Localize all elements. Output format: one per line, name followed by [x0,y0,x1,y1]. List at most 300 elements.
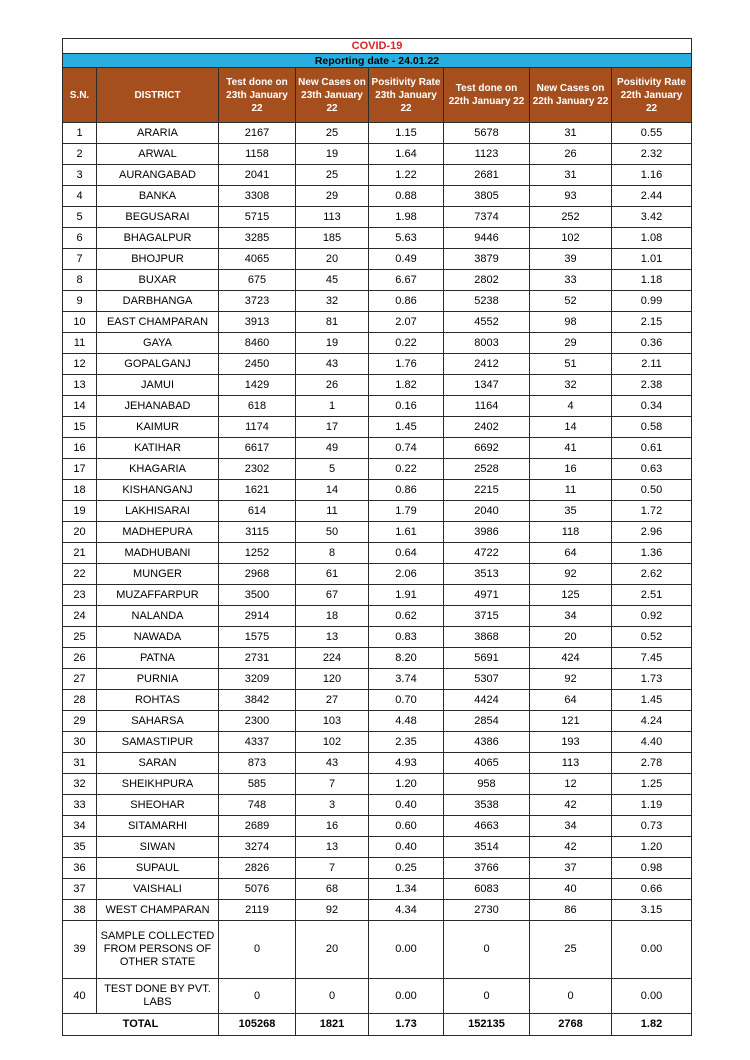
cases-23-cell: 17 [296,417,369,438]
tests-22-cell: 3513 [444,564,530,585]
positivity-23-cell: 4.48 [369,711,444,732]
cases-22-cell: 92 [530,564,612,585]
positivity-23-cell: 0.86 [369,480,444,501]
table-row [63,774,692,795]
positivity-22-cell: 1.72 [612,501,692,522]
cases-22-cell: 37 [530,858,612,879]
cases-23-cell: 50 [296,522,369,543]
positivity-23-cell: 0.64 [369,543,444,564]
cases-23-cell: 11 [296,501,369,522]
positivity-23-cell: 1.15 [369,123,444,144]
sn-cell: 36 [63,858,97,879]
district-cell: PATNA [97,648,219,669]
tests-22-cell: 7374 [444,207,530,228]
positivity-23-cell: 0.86 [369,291,444,312]
tests-22-cell: 4722 [444,543,530,564]
tests-22-cell: 4663 [444,816,530,837]
tests-22-cell: 2040 [444,501,530,522]
tests-22-cell: 2528 [444,459,530,480]
cases-22-cell: 35 [530,501,612,522]
positivity-23-cell: 1.82 [369,375,444,396]
district-cell: MUZAFFARPUR [97,585,219,606]
positivity-23-cell: 1.64 [369,144,444,165]
table-row [63,186,692,207]
district-cell: WEST CHAMPARAN [97,900,219,921]
district-cell: ROHTAS [97,690,219,711]
tests-23-cell: 2302 [219,459,296,480]
table-row [63,207,692,228]
header-sn: S.N. [63,68,97,123]
cases-23-cell: 18 [296,606,369,627]
district-cell: TEST DONE BY PVT. LABS [97,979,219,1014]
district-cell: KISHANGANJ [97,480,219,501]
cases-23-cell: 224 [296,648,369,669]
positivity-23-cell: 1.91 [369,585,444,606]
positivity-23-cell: 0.40 [369,795,444,816]
positivity-22-cell: 0.55 [612,123,692,144]
positivity-22-cell: 1.36 [612,543,692,564]
positivity-22-cell: 2.38 [612,375,692,396]
positivity-23-cell: 5.63 [369,228,444,249]
positivity-22-cell: 1.01 [612,249,692,270]
tests-23-cell: 1429 [219,375,296,396]
district-cell: GAYA [97,333,219,354]
total-cell: 1821 [296,1014,369,1036]
sn-cell: 23 [63,585,97,606]
cases-23-cell: 43 [296,354,369,375]
cases-23-cell: 49 [296,438,369,459]
tests-23-cell: 618 [219,396,296,417]
cases-22-cell: 26 [530,144,612,165]
sn-cell: 25 [63,627,97,648]
district-cell: DARBHANGA [97,291,219,312]
tests-22-cell: 0 [444,979,530,1014]
cases-22-cell: 121 [530,711,612,732]
cases-22-cell: 93 [530,186,612,207]
cases-23-cell: 16 [296,816,369,837]
positivity-22-cell: 0.00 [612,921,692,979]
district-cell: MADHUBANI [97,543,219,564]
total-cell: 2768 [530,1014,612,1036]
cases-23-cell: 67 [296,585,369,606]
sn-cell: 34 [63,816,97,837]
positivity-23-cell: 2.35 [369,732,444,753]
table-row [63,417,692,438]
header-tests-23: Test done on 23th January 22 [219,68,296,123]
header-positivity-22: Positivity Rate 22th January 22 [612,68,692,123]
tests-23-cell: 3274 [219,837,296,858]
positivity-23-cell: 0.00 [369,921,444,979]
tests-22-cell: 5238 [444,291,530,312]
total-cell: 105268 [219,1014,296,1036]
cases-22-cell: 34 [530,606,612,627]
district-cell: BHOJPUR [97,249,219,270]
cases-22-cell: 31 [530,165,612,186]
cases-23-cell: 5 [296,459,369,480]
tests-22-cell: 4386 [444,732,530,753]
district-cell: ARWAL [97,144,219,165]
sn-cell: 28 [63,690,97,711]
cases-23-cell: 102 [296,732,369,753]
tests-22-cell: 3766 [444,858,530,879]
tests-22-cell: 2681 [444,165,530,186]
tests-22-cell: 2402 [444,417,530,438]
sn-cell: 21 [63,543,97,564]
positivity-23-cell: 0.00 [369,979,444,1014]
sn-cell: 14 [63,396,97,417]
table-row [63,753,692,774]
positivity-22-cell: 1.19 [612,795,692,816]
cases-23-cell: 25 [296,165,369,186]
table-row [63,564,692,585]
tests-22-cell: 3879 [444,249,530,270]
sn-cell: 33 [63,795,97,816]
tests-23-cell: 0 [219,979,296,1014]
positivity-23-cell: 0.74 [369,438,444,459]
table-row [63,900,692,921]
district-cell: BEGUSARAI [97,207,219,228]
table-row [63,480,692,501]
cases-23-cell: 45 [296,270,369,291]
table-row [63,627,692,648]
positivity-23-cell: 0.70 [369,690,444,711]
district-cell: KATIHAR [97,438,219,459]
cases-23-cell: 185 [296,228,369,249]
tests-22-cell: 3868 [444,627,530,648]
positivity-23-cell: 1.20 [369,774,444,795]
tests-22-cell: 3715 [444,606,530,627]
positivity-22-cell: 2.78 [612,753,692,774]
cases-22-cell: 252 [530,207,612,228]
positivity-22-cell: 1.45 [612,690,692,711]
positivity-23-cell: 1.76 [369,354,444,375]
cases-22-cell: 16 [530,459,612,480]
table-row [63,879,692,900]
positivity-23-cell: 4.93 [369,753,444,774]
sn-cell: 35 [63,837,97,858]
positivity-23-cell: 0.49 [369,249,444,270]
tests-23-cell: 2731 [219,648,296,669]
header-positivity-23: Positivity Rate 23th January 22 [369,68,444,123]
report-title: COVID-19 [63,39,692,54]
table-row [63,291,692,312]
table-row [63,669,692,690]
positivity-22-cell: 1.16 [612,165,692,186]
tests-23-cell: 3308 [219,186,296,207]
table-row [63,270,692,291]
positivity-22-cell: 0.61 [612,438,692,459]
positivity-23-cell: 0.22 [369,333,444,354]
cases-22-cell: 118 [530,522,612,543]
cases-22-cell: 31 [530,123,612,144]
cases-23-cell: 113 [296,207,369,228]
positivity-23-cell: 0.40 [369,837,444,858]
tests-22-cell: 3986 [444,522,530,543]
positivity-23-cell: 1.22 [369,165,444,186]
sn-cell: 12 [63,354,97,375]
sn-cell: 5 [63,207,97,228]
tests-22-cell: 5307 [444,669,530,690]
tests-22-cell: 4065 [444,753,530,774]
cases-23-cell: 8 [296,543,369,564]
table-row [63,522,692,543]
cases-22-cell: 102 [530,228,612,249]
positivity-22-cell: 0.36 [612,333,692,354]
tests-22-cell: 3805 [444,186,530,207]
district-cell: SITAMARHI [97,816,219,837]
sn-cell: 11 [63,333,97,354]
table-row [63,501,692,522]
total-cell: 152135 [444,1014,530,1036]
table-row [63,123,692,144]
positivity-22-cell: 3.42 [612,207,692,228]
cases-22-cell: 424 [530,648,612,669]
tests-22-cell: 6083 [444,879,530,900]
table-row [63,144,692,165]
district-cell: KAIMUR [97,417,219,438]
tests-23-cell: 5715 [219,207,296,228]
cases-22-cell: 42 [530,837,612,858]
tests-23-cell: 2914 [219,606,296,627]
tests-23-cell: 2450 [219,354,296,375]
cases-23-cell: 68 [296,879,369,900]
header-cases-22: New Cases on 22th January 22 [530,68,612,123]
cases-23-cell: 26 [296,375,369,396]
tests-23-cell: 1174 [219,417,296,438]
district-cell: SAHARSA [97,711,219,732]
district-cell: NALANDA [97,606,219,627]
cases-23-cell: 3 [296,795,369,816]
positivity-23-cell: 4.34 [369,900,444,921]
district-cell: SUPAUL [97,858,219,879]
positivity-22-cell: 4.40 [612,732,692,753]
cases-23-cell: 32 [296,291,369,312]
tests-22-cell: 1164 [444,396,530,417]
covid-report-sheet [62,38,691,1036]
sn-cell: 6 [63,228,97,249]
cases-22-cell: 64 [530,543,612,564]
table-row [63,375,692,396]
table-row [63,732,692,753]
cases-22-cell: 14 [530,417,612,438]
tests-23-cell: 3723 [219,291,296,312]
sn-cell: 40 [63,979,97,1014]
positivity-23-cell: 0.62 [369,606,444,627]
sn-cell: 27 [63,669,97,690]
positivity-22-cell: 0.63 [612,459,692,480]
cases-23-cell: 61 [296,564,369,585]
district-cell: LAKHISARAI [97,501,219,522]
tests-22-cell: 9446 [444,228,530,249]
table-body [63,123,692,1014]
sn-cell: 2 [63,144,97,165]
district-cell: MADHEPURA [97,522,219,543]
cases-23-cell: 92 [296,900,369,921]
district-cell: KHAGARIA [97,459,219,480]
tests-23-cell: 1575 [219,627,296,648]
sn-cell: 29 [63,711,97,732]
cases-23-cell: 20 [296,921,369,979]
positivity-23-cell: 0.25 [369,858,444,879]
sn-cell: 31 [63,753,97,774]
sn-cell: 19 [63,501,97,522]
district-table [62,38,692,1036]
total-cell: 1.73 [369,1014,444,1036]
positivity-22-cell: 0.66 [612,879,692,900]
tests-22-cell: 3538 [444,795,530,816]
positivity-23-cell: 1.34 [369,879,444,900]
tests-23-cell: 2167 [219,123,296,144]
positivity-22-cell: 2.51 [612,585,692,606]
positivity-22-cell: 1.73 [612,669,692,690]
tests-23-cell: 3913 [219,312,296,333]
table-row [63,816,692,837]
tests-22-cell: 3514 [444,837,530,858]
cases-22-cell: 29 [530,333,612,354]
cases-22-cell: 4 [530,396,612,417]
tests-22-cell: 1123 [444,144,530,165]
sn-cell: 20 [63,522,97,543]
header-district: DISTRICT [97,68,219,123]
table-row [63,837,692,858]
cases-23-cell: 27 [296,690,369,711]
table-row [63,979,692,1014]
positivity-22-cell: 2.96 [612,522,692,543]
tests-23-cell: 675 [219,270,296,291]
district-cell: SIWAN [97,837,219,858]
positivity-23-cell: 1.98 [369,207,444,228]
tests-23-cell: 614 [219,501,296,522]
tests-23-cell: 748 [219,795,296,816]
cases-22-cell: 64 [530,690,612,711]
cases-22-cell: 42 [530,795,612,816]
cases-22-cell: 193 [530,732,612,753]
positivity-23-cell: 1.45 [369,417,444,438]
tests-23-cell: 5076 [219,879,296,900]
tests-23-cell: 8460 [219,333,296,354]
tests-22-cell: 2412 [444,354,530,375]
tests-23-cell: 3842 [219,690,296,711]
tests-23-cell: 1252 [219,543,296,564]
positivity-22-cell: 1.25 [612,774,692,795]
table-row [63,396,692,417]
tests-23-cell: 3285 [219,228,296,249]
sn-cell: 37 [63,879,97,900]
tests-23-cell: 2119 [219,900,296,921]
table-row [63,585,692,606]
cases-23-cell: 7 [296,774,369,795]
total-label: TOTAL [63,1014,219,1036]
positivity-23-cell: 2.06 [369,564,444,585]
positivity-22-cell: 2.11 [612,354,692,375]
cases-23-cell: 25 [296,123,369,144]
positivity-22-cell: 1.20 [612,837,692,858]
total-cell: 1.82 [612,1014,692,1036]
tests-23-cell: 873 [219,753,296,774]
positivity-22-cell: 2.15 [612,312,692,333]
cases-22-cell: 11 [530,480,612,501]
cases-22-cell: 40 [530,879,612,900]
sn-cell: 13 [63,375,97,396]
cases-22-cell: 39 [530,249,612,270]
cases-23-cell: 29 [296,186,369,207]
tests-23-cell: 0 [219,921,296,979]
tests-23-cell: 3115 [219,522,296,543]
district-cell: SAMASTIPUR [97,732,219,753]
cases-22-cell: 92 [530,669,612,690]
sn-cell: 9 [63,291,97,312]
tests-22-cell: 8003 [444,333,530,354]
cases-22-cell: 51 [530,354,612,375]
table-row [63,606,692,627]
sn-cell: 4 [63,186,97,207]
tests-22-cell: 4971 [444,585,530,606]
district-cell: PURNIA [97,669,219,690]
district-cell: SHEOHAR [97,795,219,816]
district-cell: BHAGALPUR [97,228,219,249]
district-cell: SARAN [97,753,219,774]
cases-23-cell: 103 [296,711,369,732]
sn-cell: 8 [63,270,97,291]
tests-22-cell: 2802 [444,270,530,291]
sn-cell: 17 [63,459,97,480]
sn-cell: 39 [63,921,97,979]
table-row [63,690,692,711]
tests-22-cell: 4424 [444,690,530,711]
cases-23-cell: 120 [296,669,369,690]
sn-cell: 22 [63,564,97,585]
positivity-22-cell: 2.44 [612,186,692,207]
reporting-date: Reporting date - 24.01.22 [63,54,692,68]
cases-22-cell: 20 [530,627,612,648]
positivity-23-cell: 0.83 [369,627,444,648]
tests-23-cell: 4337 [219,732,296,753]
positivity-22-cell: 4.24 [612,711,692,732]
header-cases-23: New Cases on 23th January 22 [296,68,369,123]
positivity-22-cell: 1.18 [612,270,692,291]
cases-22-cell: 34 [530,816,612,837]
cases-22-cell: 12 [530,774,612,795]
sn-cell: 3 [63,165,97,186]
tests-22-cell: 958 [444,774,530,795]
tests-23-cell: 3209 [219,669,296,690]
district-cell: BUXAR [97,270,219,291]
cases-23-cell: 0 [296,979,369,1014]
table-row [63,228,692,249]
cases-22-cell: 0 [530,979,612,1014]
positivity-23-cell: 6.67 [369,270,444,291]
cases-23-cell: 7 [296,858,369,879]
positivity-22-cell: 0.34 [612,396,692,417]
district-cell: JEHANABAD [97,396,219,417]
tests-22-cell: 6692 [444,438,530,459]
sn-cell: 15 [63,417,97,438]
cases-23-cell: 13 [296,627,369,648]
table-row [63,249,692,270]
district-cell: AURANGABAD [97,165,219,186]
cases-22-cell: 125 [530,585,612,606]
tests-22-cell: 0 [444,921,530,979]
tests-23-cell: 2968 [219,564,296,585]
district-cell: SAMPLE COLLECTED FROM PERSONS OF OTHER STATE [97,921,219,979]
positivity-22-cell: 3.15 [612,900,692,921]
positivity-22-cell: 0.99 [612,291,692,312]
positivity-23-cell: 0.22 [369,459,444,480]
cases-23-cell: 43 [296,753,369,774]
tests-23-cell: 1621 [219,480,296,501]
tests-22-cell: 2854 [444,711,530,732]
cases-22-cell: 52 [530,291,612,312]
